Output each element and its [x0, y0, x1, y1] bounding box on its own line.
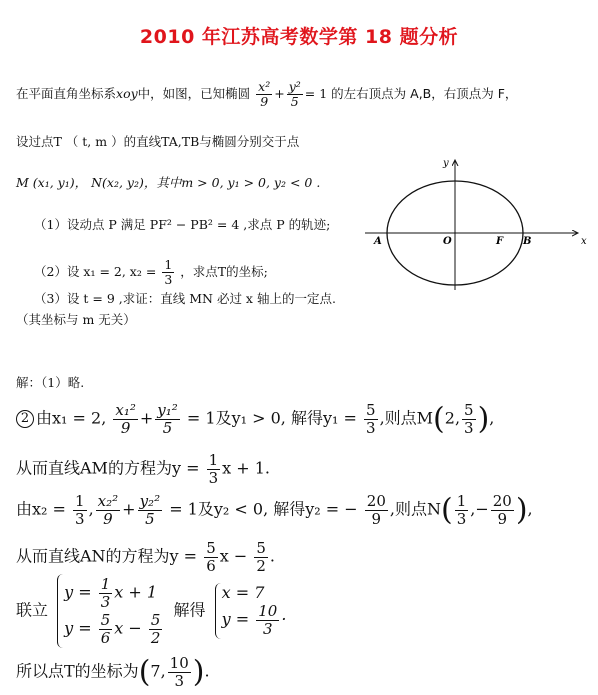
- q2-post: ，求点T的坐标;: [180, 263, 268, 279]
- frac-5-6: $\frac{5}{6}$: [206, 539, 216, 575]
- s4-b: = 1及y₂ < 0, 解得y₂ = −: [169, 499, 358, 519]
- solution-line-6: [16, 574, 290, 648]
- frac-5-3: $\frac{5}{3}$: [366, 401, 376, 437]
- solution-line-7: 所以点T的坐标为(7, $\frac{10}{3}$ ).: [16, 654, 210, 690]
- intro-pre: 在平面直角坐标系: [16, 85, 117, 101]
- ellipse-frac-y: $\frac{\text{y²}}{5}$: [288, 79, 301, 109]
- system-equations: y = $\frac{1}{3}$ x + 1 y = $\frac{5}{6}$ x − $\frac{5}{2}$: [57, 574, 164, 648]
- s6-a: 联立: [16, 600, 49, 620]
- problem-line-2: 设过点T （ t, m ）的直线TA,TB与椭圆分别交于点: [16, 134, 300, 149]
- s6-b: 解得: [173, 600, 206, 620]
- solution-line-4: 由x₂ = $\frac{1}{3}$ , $\frac{\text{x₂²}}{9}$ + $\frac{\text{y₂²}}{5}$ = 1及y₂ < 0, 解得y₂ = − $\frac{20}{9}$ ,则点N( $\frac{1}{3}$ ,− $\frac{20}{9}$ ),: [16, 492, 533, 528]
- s3-b: x + 1.: [222, 458, 270, 478]
- intro-post: 的左右顶点为 A,B，右顶点为 F，: [331, 85, 518, 101]
- origin-label: O: [443, 236, 452, 247]
- part-2-marker: 2: [16, 410, 34, 428]
- ellipse-eq-tail: = 1: [304, 85, 328, 101]
- frac-20-9: $\frac{20}{9}$: [366, 492, 386, 528]
- page-title: 2010 年江苏高考数学第 18 题分析: [139, 26, 459, 48]
- q2-pre: （2）设 x₁ = 2, x₂ =: [34, 263, 157, 279]
- solution-line-5: 从而直线AN的方程为y = $\frac{5}{6}$ x − $\frac{5}{2}$ .: [16, 539, 275, 575]
- frac-1-3: $\frac{1}{3}$: [208, 451, 219, 487]
- q2-frac: $\frac{1}{3}$: [164, 257, 173, 287]
- x-axis-label: x: [581, 236, 587, 247]
- xoy-text: xoy: [116, 85, 138, 101]
- point-f-label: F: [496, 236, 504, 247]
- point-b-label: B: [523, 236, 532, 247]
- system-solution: x = 7 y = $\frac{10}{3}$ ·: [215, 583, 287, 639]
- s2-b: = 1及y₁ > 0, 解得y₁ =: [186, 408, 357, 428]
- point-a-label: A: [374, 236, 382, 247]
- y-axis-label: y: [443, 158, 449, 169]
- frac-5-2: $\frac{5}{2}$: [256, 539, 266, 575]
- solution-part-1: 解：（1）略.: [16, 375, 85, 390]
- solution-line-2: 2 由x₁ = 2, $\frac{\text{x₁²}}{9}$ + $\frac{\text{y₁²}}{5}$ = 1及y₁ > 0, 解得y₁ = $\frac{5}{3}$ ,则点M(2, $\frac{5}{3}$ ),: [16, 402, 494, 436]
- s2-a: 由x₁ = 2,: [36, 408, 107, 428]
- ellipse-frac-x: $\frac{\text{x²}}{9}$: [258, 79, 271, 109]
- problem-line-1: 在平面直角坐标系xoy中，如图，已知椭圆 $\frac{\text{x²}}{9}$ + $\frac{\text{y²}}{5}$ = 1 的左右顶点为 A,B，右顶点为 F，: [16, 79, 518, 109]
- question-3: （3）设 t = 9 ,求证：直线 MN 必过 x 轴上的一定点.: [34, 291, 336, 306]
- s7-a: 所以点T的坐标为: [16, 661, 139, 681]
- frac-y1sq-5: $\frac{\text{y₁²}}{5}$: [157, 401, 178, 437]
- s5-b: x −: [219, 546, 248, 566]
- question-3-note: （其坐标与 m 无关）: [16, 312, 136, 327]
- s4-c: ,则点N: [389, 499, 441, 519]
- frac-x1sq-9: $\frac{\text{x₁²}}{9}$: [115, 401, 136, 437]
- intro-mid: 中，如图，已知椭圆: [137, 85, 251, 101]
- problem-line-3: M (x₁, y₁)， N(x₂, y₂)，其中m > 0, y₁ > 0, y₂ < 0 .: [16, 175, 321, 190]
- s3-a: 从而直线AM的方程为y =: [16, 458, 200, 478]
- solution-line-3: [16, 452, 270, 486]
- ellipse-figure: [360, 150, 590, 300]
- question-2: [34, 258, 268, 287]
- question-1: （1）设动点 P 满足 PF² − PB² = 4 ,求点 P 的轨迹;: [34, 217, 331, 232]
- s4-a: 由x₂ =: [16, 499, 66, 519]
- s2-c: ,则点M: [379, 408, 434, 428]
- frac-1-3b: $\frac{1}{3}$: [75, 492, 85, 528]
- s5-a: 从而直线AN的方程为y =: [16, 546, 198, 566]
